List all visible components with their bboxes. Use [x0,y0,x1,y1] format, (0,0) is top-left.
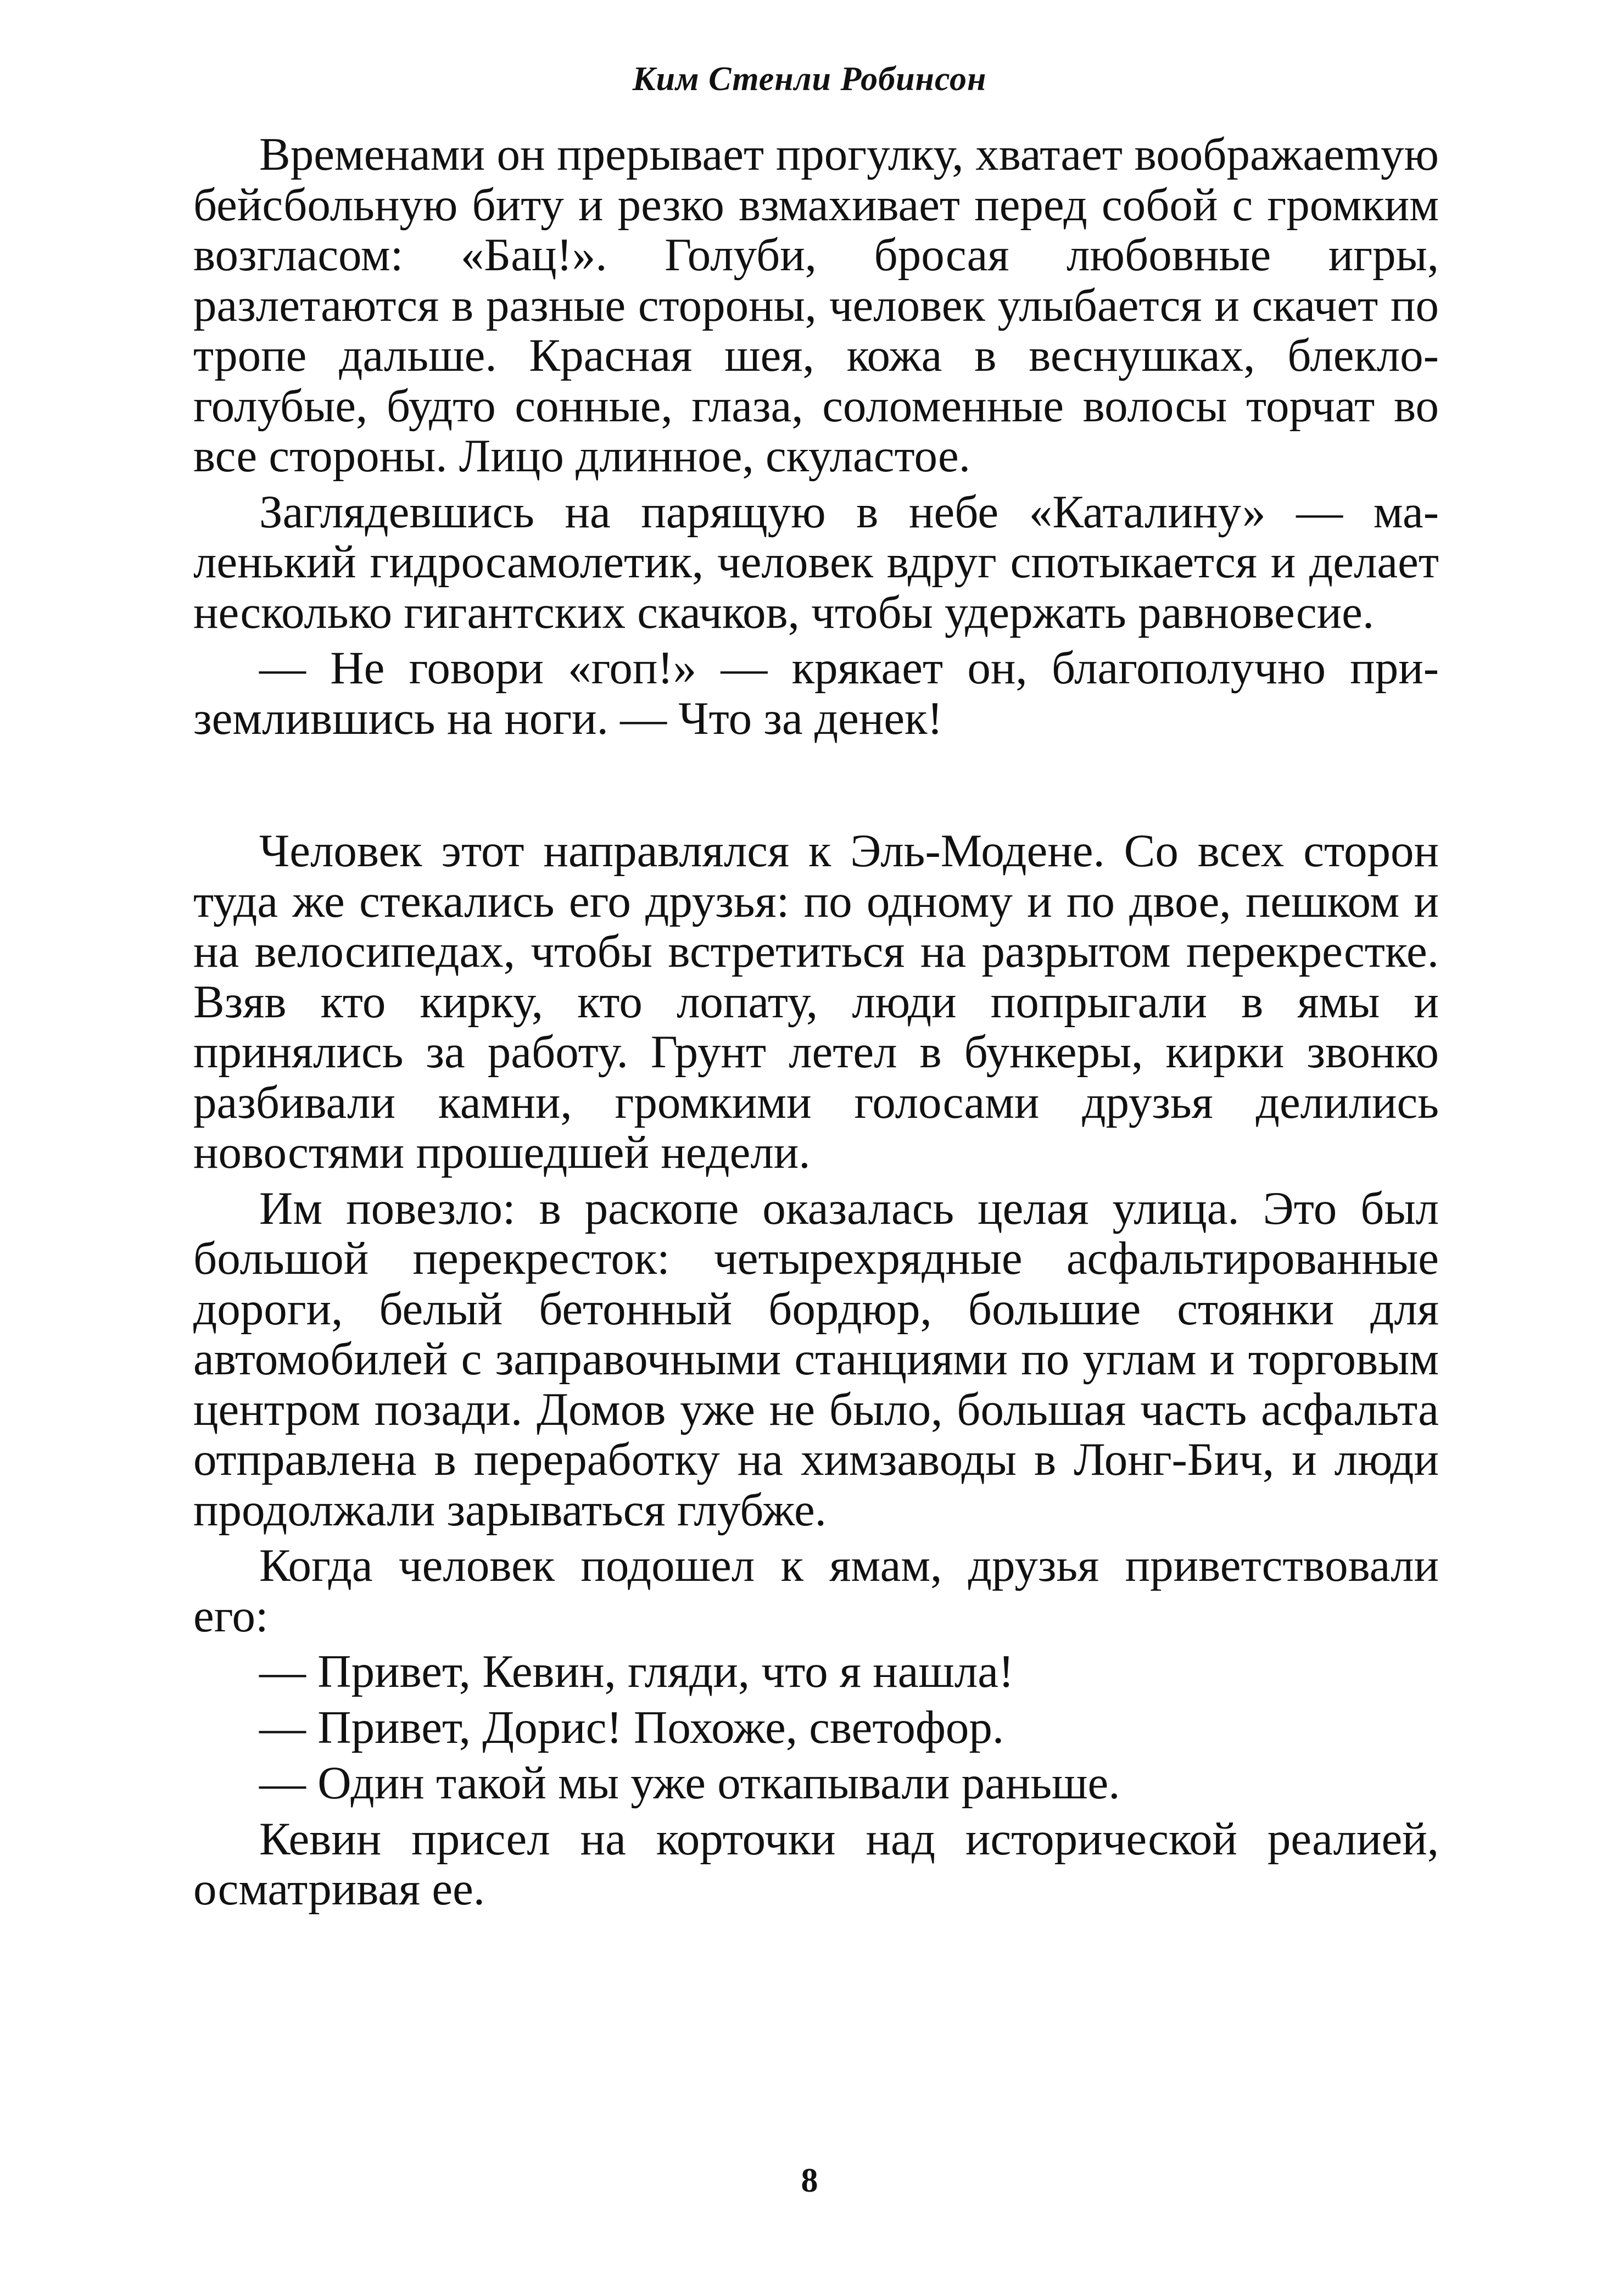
paragraph: Временами он прерывает прогулку, хватает воображаemую бейсбольную биту и резко взмахивает перед собой с громким возгласом: «Бац!». Голуби, бросая любовные игры, разлетаются в разные стороны, человек улыбается и скачет по тропе дальше. Красная шея, кожа в веснушках, блекло-голубые, будто сонные, глаза, соломенные волосы торчат во все стороны. Лицо длинное, скуластое. [193,129,1439,482]
paragraph: — Привет, Кевин, гляди, что я нашла! [259,1646,1014,1697]
running-head-author: Ким Стенли Робинсон [632,60,987,98]
paragraph: Им повезло: в раскопе оказалась целая улица. Это был большой перекресток: четырехрядные асфальтированные дороги, белый бетонный бордюр, большие стоянки для автомобилей с заправочными станциями по углам и торговым центром позади. Домов уже не было, большая часть асфальта отправлена в переработку на химзаводы в Лонг-Бич, и люди продолжали зарываться глубже. [193,1182,1439,1536]
paragraph: Когда человек подошел к ямам, друзья приветствовали его: [193,1540,1439,1642]
page-number: 8 [801,2162,818,2199]
body-text [193,130,1439,1920]
paragraph: Кевин присел на корточки над исторической реалией, осматривая ее. [193,1813,1439,1915]
paragraph: — Привет, Дорис! Похоже, светофор. [259,1701,1004,1753]
paragraph: — Один такой мы уже откапывали раньше. [259,1757,1120,1809]
paragraph: — Не говори «гоп!» — крякает он, благополучно приземлившись на ноги. — Что за денек! [193,642,1439,744]
paragraph: Заглядевшись на парящую в небе «Каталину» — маленький гидросамолетик, человек вдруг спотыкается и делает несколько гигантских скачков, чтобы удержать равновесие. [193,486,1439,638]
paragraph: Человек этот направлялся к Эль-Модене. Со всех сторон туда же стекались его друзья: по одному и по двое, пешком и на велосипедах, чтобы встретиться на разрытом перекрестке. Взяв кто кирку, кто лопату, люди попрыгали в ямы и принялись за работу. Грунт летел в бункеры, кирки звонко разбивали камни, громкими голосами друзья делились новостями прошедшей недели. [193,825,1439,1178]
